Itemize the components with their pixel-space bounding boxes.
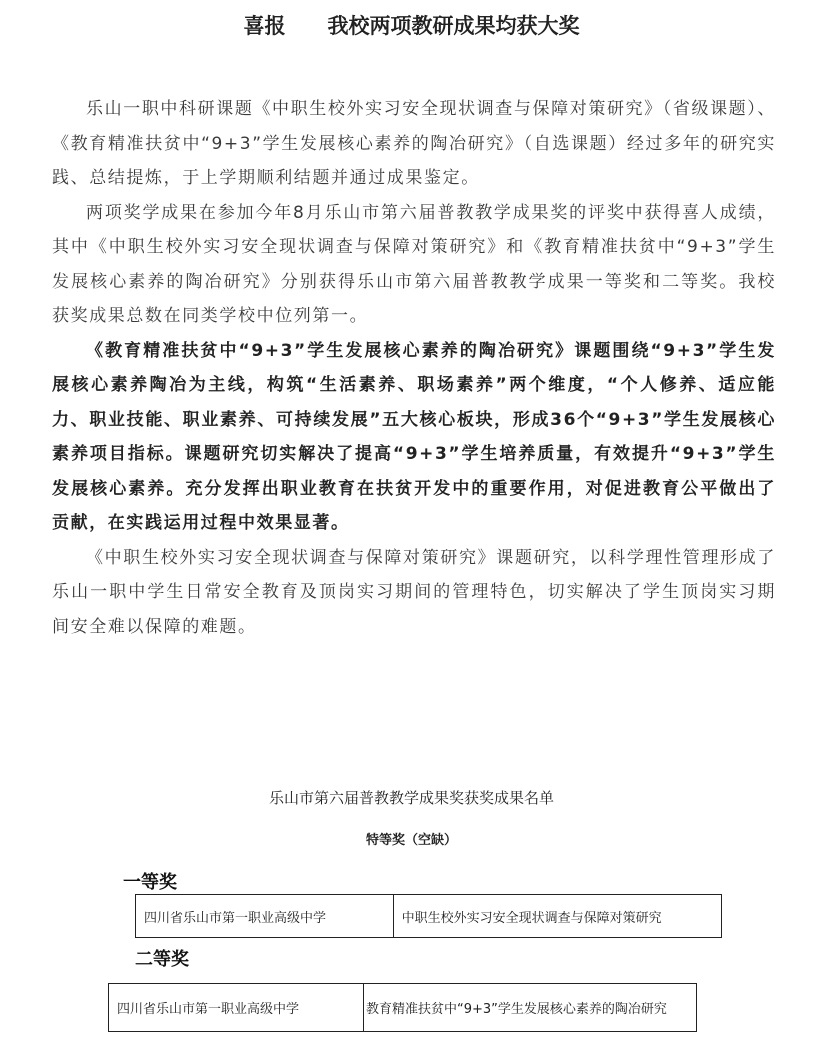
article-paragraph: 《中职生校外实习安全现状调查与保障对策研究》课题研究，以科学理性管理形成了乐山一职中学生日常安全教育及顶岗实习期间的管理特色，切实解决了学生顶岗实习期间安全难以保障的难题。 xyxy=(52,547,776,637)
school-cell: 四川省乐山市第一职业高级中学 xyxy=(136,895,394,938)
second-prize-heading: 二等奖 xyxy=(135,949,189,970)
table-row xyxy=(109,984,697,1032)
table-row xyxy=(136,895,722,938)
article-body xyxy=(52,92,776,644)
article-paragraph: 《教育精准扶贫中“9+3”学生发展核心素养的陶冶研究》课题围绕“9+3”学生发展核心素养陶冶为主线，构筑“生活素养、职场素养”两个维度，“个人修养、适应能力、职业技能、职业素养、可持续发展”五大核心板块，形成36个“9+3”学生发展核心素养项目指标。课题研究切实解决了提高“9+3”学生培养质量，有效提升“9+3”学生发展核心素养。充分发挥出职业教育在扶贫开发中的重要作用，对促进教育公平做出了贡献，在实践运用过程中效果显著。 xyxy=(52,340,776,533)
project-cell: 教育精准扶贫中“9+3”学生发展核心素养的陶冶研究 xyxy=(364,984,697,1032)
second-prize-table xyxy=(108,983,697,1032)
first-prize-heading: 一等奖 xyxy=(123,872,177,893)
first-prize-table xyxy=(135,894,722,938)
article-paragraph: 乐山一职中科研课题《中职生校外实习安全现状调查与保障对策研究》（省级课题）、《教育精准扶贫中“9+3”学生发展核心素养的陶冶研究》（自选课题）经过多年的研究实践、总结提炼，于上学期顺利结题并通过成果鉴定。 xyxy=(52,99,776,188)
article-paragraph: 两项奖学成果在参加今年8月乐山市第六届普教教学成果奖的评奖中获得喜人成绩，其中《中职生校外实习安全现状调查与保障对策研究》和《教育精准扶贫中“9+3”学生发展核心素养的陶冶研究》分别获得乐山市第六届普教教学成果一等奖和二等奖。我校获奖成果总数在同类学校中位列第一。 xyxy=(52,202,776,326)
school-cell: 四川省乐山市第一职业高级中学 xyxy=(109,984,364,1032)
project-cell: 中职生校外实习安全现状调查与保障对策研究 xyxy=(393,895,721,938)
page-title: 喜报 我校两项教研成果均获大奖 xyxy=(243,14,580,38)
special-prize-label: 特等奖（空缺） xyxy=(365,833,457,848)
award-list-title: 乐山市第六届普教教学成果奖获奖成果名单 xyxy=(268,789,554,807)
